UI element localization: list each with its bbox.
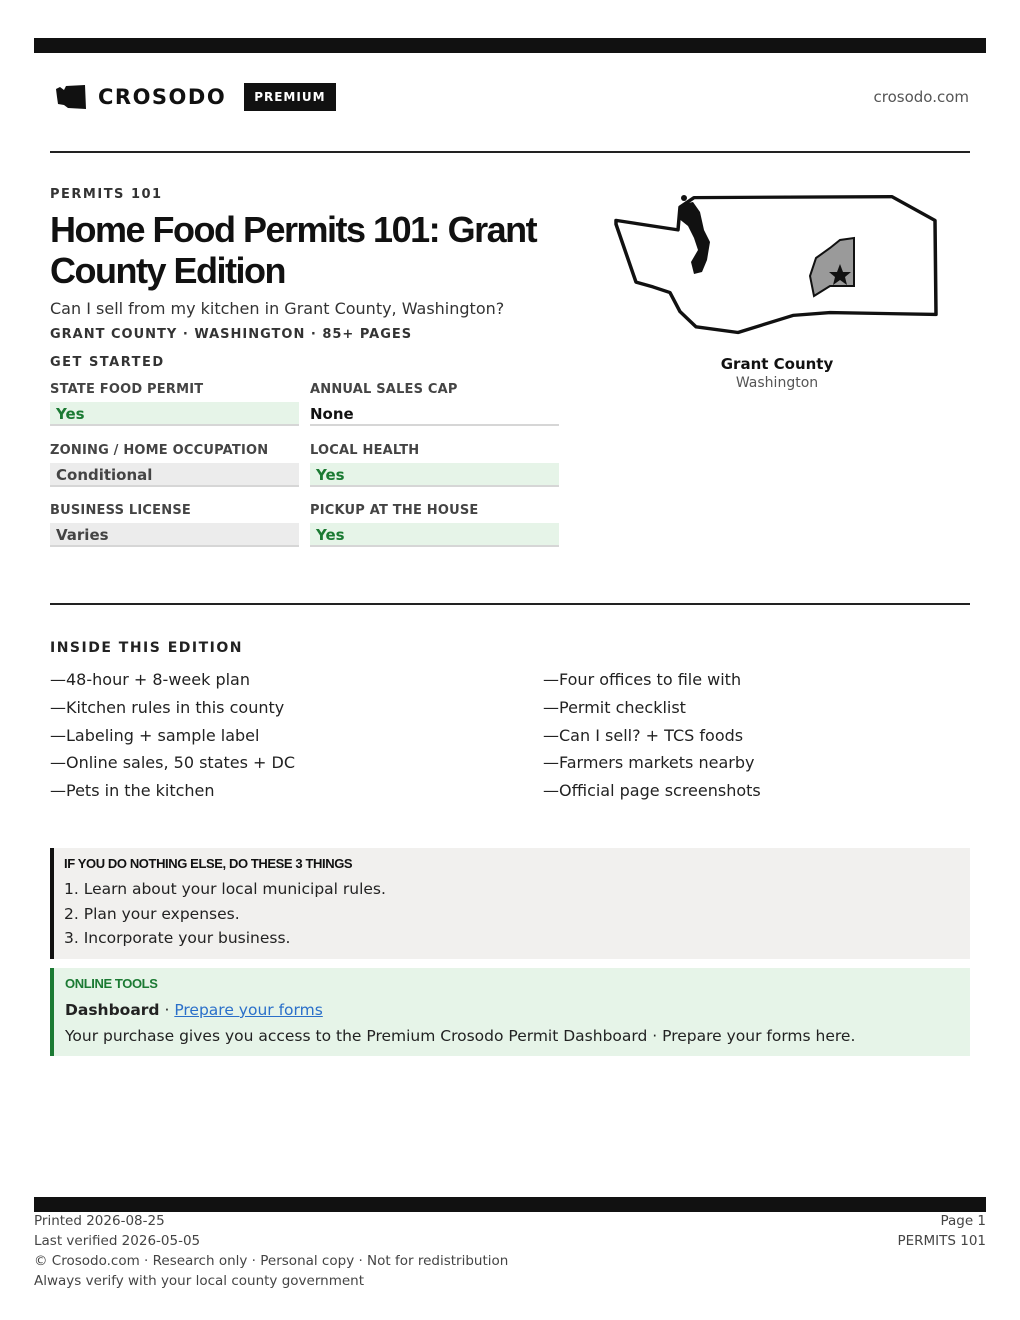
dashboard-label: Dashboard [65,1001,160,1019]
field-pickup [310,503,559,547]
toc-item: —48-hour + 8-week plan [50,670,250,689]
toc-item: —Four offices to file with [543,670,742,689]
toc-item: —Permit checklist [543,697,686,717]
tools-links-line [65,997,970,1023]
toc-item: —Kitchen rules in this county [50,697,285,717]
page-title: Home Food Permits 101: Grant County Edition [50,209,537,291]
puget-sound [678,202,710,274]
field-value: None [310,402,559,426]
callout-item: 3. Incorporate your business. [64,929,291,947]
callout-item: 2. Plan your expenses. [64,904,240,923]
map-caption [677,355,877,391]
state-outline [616,197,936,333]
map-state-name: Washington [735,375,819,391]
footer-section: PERMITS 101 [897,1233,986,1249]
inside-heading: INSIDE THIS EDITION [50,640,243,656]
tools-separator: · [159,1001,175,1019]
field-label: ZONING / HOME OCCUPATION [50,443,269,458]
field-value: Yes [310,523,559,547]
footer-left [34,1211,508,1291]
doc-eyebrow: PERMITS 101 [50,187,163,202]
state-map [608,190,948,335]
field-local-health [310,443,559,487]
toc-right-column [543,666,761,805]
brand-name: CROSODO [98,85,227,109]
footer-printed: Printed 2026-08-25 [34,1213,165,1229]
toc-item: —Pets in the kitchen [50,781,215,801]
bottom-rule-bar [34,1197,986,1212]
footer-copyright: © Crosodo.com · Research only · Personal copy · Not for redistribution [34,1253,509,1269]
callout-title: IF YOU DO NOTHING ELSE, DO THESE 3 THINGS [64,856,353,871]
field-business-license [50,503,299,547]
map-county-name: Grant County [720,355,834,373]
field-value: Yes [310,463,559,487]
premium-badge: PREMIUM [244,83,335,111]
field-label: ANNUAL SALES CAP [310,382,458,397]
top-rule-bar [34,38,986,53]
field-value: Yes [50,402,299,426]
tools-body: Your purchase gives you access to the Premium Crosodo Permit Dashboard · Prepare your forms here. [65,1027,856,1045]
field-state-food-permit [50,382,299,426]
page-subtitle: Can I sell from my kitchen in Grant County, Washington? [50,299,505,318]
section-divider [50,603,970,605]
three-things-callout [50,848,970,959]
field-label: BUSINESS LICENSE [50,503,191,518]
doc-meta: GRANT COUNTY · WASHINGTON · 85+ PAGES [50,327,413,342]
field-label: STATE FOOD PERMIT [50,382,204,397]
field-label: LOCAL HEALTH [310,443,420,458]
toc-left-column [50,666,295,805]
field-zoning [50,443,299,487]
tools-title: ONLINE TOOLS [65,976,158,991]
footer-verified: Last verified 2026-05-05 [34,1233,201,1249]
field-value: Conditional [50,463,299,487]
get-started-heading: GET STARTED [50,355,165,370]
field-label: PICKUP AT THE HOUSE [310,503,479,518]
toc-item: —Labeling + sample label [50,725,260,745]
toc-item: —Farmers markets nearby [543,753,755,773]
header-divider [50,151,970,153]
toc-item: —Official page screenshots [543,781,761,801]
brand[interactable] [54,82,336,112]
washington-logo-icon [54,83,88,111]
site-url[interactable]: crosodo.com [873,88,969,106]
online-tools-callout [50,968,970,1056]
field-annual-sales-cap [310,382,559,426]
footer-disclaimer: Always verify with your local county government [34,1273,364,1289]
toc-item: —Can I sell? + TCS foods [543,725,744,745]
footer-right [897,1211,986,1251]
callout-item: 1. Learn about your local municipal rules. [64,880,386,898]
toc-item: —Online sales, 50 states + DC [50,753,296,773]
footer-page-number: Page 1 [940,1213,986,1229]
field-value: Varies [50,523,299,547]
county-shape [810,238,854,296]
prepare-forms-link[interactable]: Prepare your forms [174,1001,323,1019]
